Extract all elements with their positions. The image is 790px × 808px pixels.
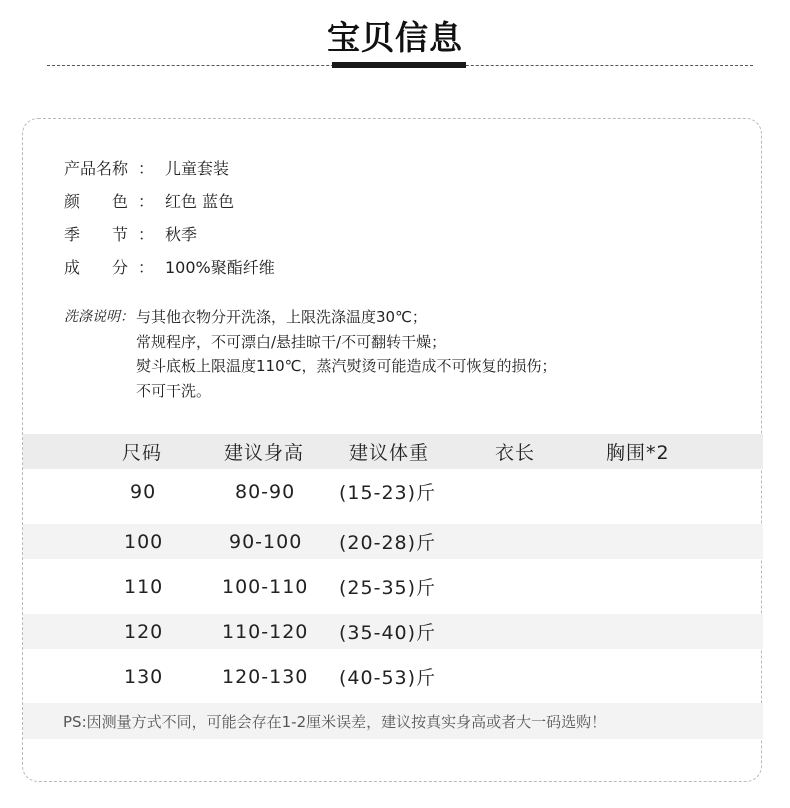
cell-weight: (40-53)斤 xyxy=(339,667,437,689)
table-row xyxy=(23,649,763,704)
property-colon: ： xyxy=(138,192,155,211)
property-colon: ： xyxy=(138,159,155,178)
property-colon: ： xyxy=(138,258,155,277)
header-weight: 建议体重 xyxy=(349,442,430,464)
size-table xyxy=(23,434,763,704)
property-label: 成 分 xyxy=(64,258,129,277)
header-size: 尺码 xyxy=(122,442,163,464)
property-season xyxy=(64,217,275,250)
cell-size: 130 xyxy=(124,665,164,688)
property-label: 季 节 xyxy=(64,225,129,244)
property-value: 儿童套装 xyxy=(165,159,230,178)
washing-label: 洗涤说明： xyxy=(64,309,134,325)
property-value: 红色 蓝色 xyxy=(165,192,235,211)
property-material xyxy=(64,250,275,283)
cell-weight: (15-23)斤 xyxy=(339,482,437,504)
cell-size: 120 xyxy=(124,620,164,643)
property-label: 产品名称 xyxy=(64,159,129,178)
header-chest: 胸围*2 xyxy=(606,442,670,464)
cell-height: 120-130 xyxy=(222,665,309,688)
property-value: 100%聚酯纤维 xyxy=(165,258,275,277)
page-title: 宝贝信息 xyxy=(327,18,463,57)
cell-height: 80-90 xyxy=(235,480,296,503)
cell-height: 110-120 xyxy=(222,620,309,643)
property-name xyxy=(64,151,275,184)
washing-line: 熨斗底板上限温度110℃，蒸汽熨烫可能造成不可恢复的损伤； xyxy=(136,357,557,375)
table-row xyxy=(23,614,763,649)
washing-line: 与其他衣物分开洗涤，上限洗涤温度30℃； xyxy=(136,308,427,326)
size-table-header xyxy=(23,434,763,469)
washing-lines xyxy=(136,305,556,403)
cell-height: 90-100 xyxy=(229,530,303,553)
header-length: 衣长 xyxy=(495,442,536,464)
footnote-text: PS:因测量方式不同，可能会存在1-2厘米误差，建议按真实身高或者大一码选购！ xyxy=(63,712,607,731)
washing-line: 常规程序，不可漂白/悬挂晾干/不可翻转干燥； xyxy=(136,332,447,351)
property-colon: ： xyxy=(138,225,155,244)
cell-size: 90 xyxy=(130,480,157,503)
table-row xyxy=(23,559,763,614)
cell-size: 110 xyxy=(124,575,164,598)
property-value: 秋季 xyxy=(165,225,198,244)
cell-weight: (25-35)斤 xyxy=(339,577,437,599)
product-properties xyxy=(64,151,275,283)
cell-size: 100 xyxy=(124,530,164,553)
cell-weight: (35-40)斤 xyxy=(339,622,437,644)
cell-weight: (20-28)斤 xyxy=(339,532,437,554)
property-color xyxy=(64,184,275,217)
property-label: 颜 色 xyxy=(64,192,129,211)
table-row xyxy=(23,469,763,514)
measurement-footnote xyxy=(23,703,763,739)
header-height: 建议身高 xyxy=(224,442,305,464)
title-underline xyxy=(332,62,466,68)
table-row xyxy=(23,524,763,559)
washing-line: 不可干洗。 xyxy=(136,381,212,400)
cell-height: 100-110 xyxy=(222,575,309,598)
